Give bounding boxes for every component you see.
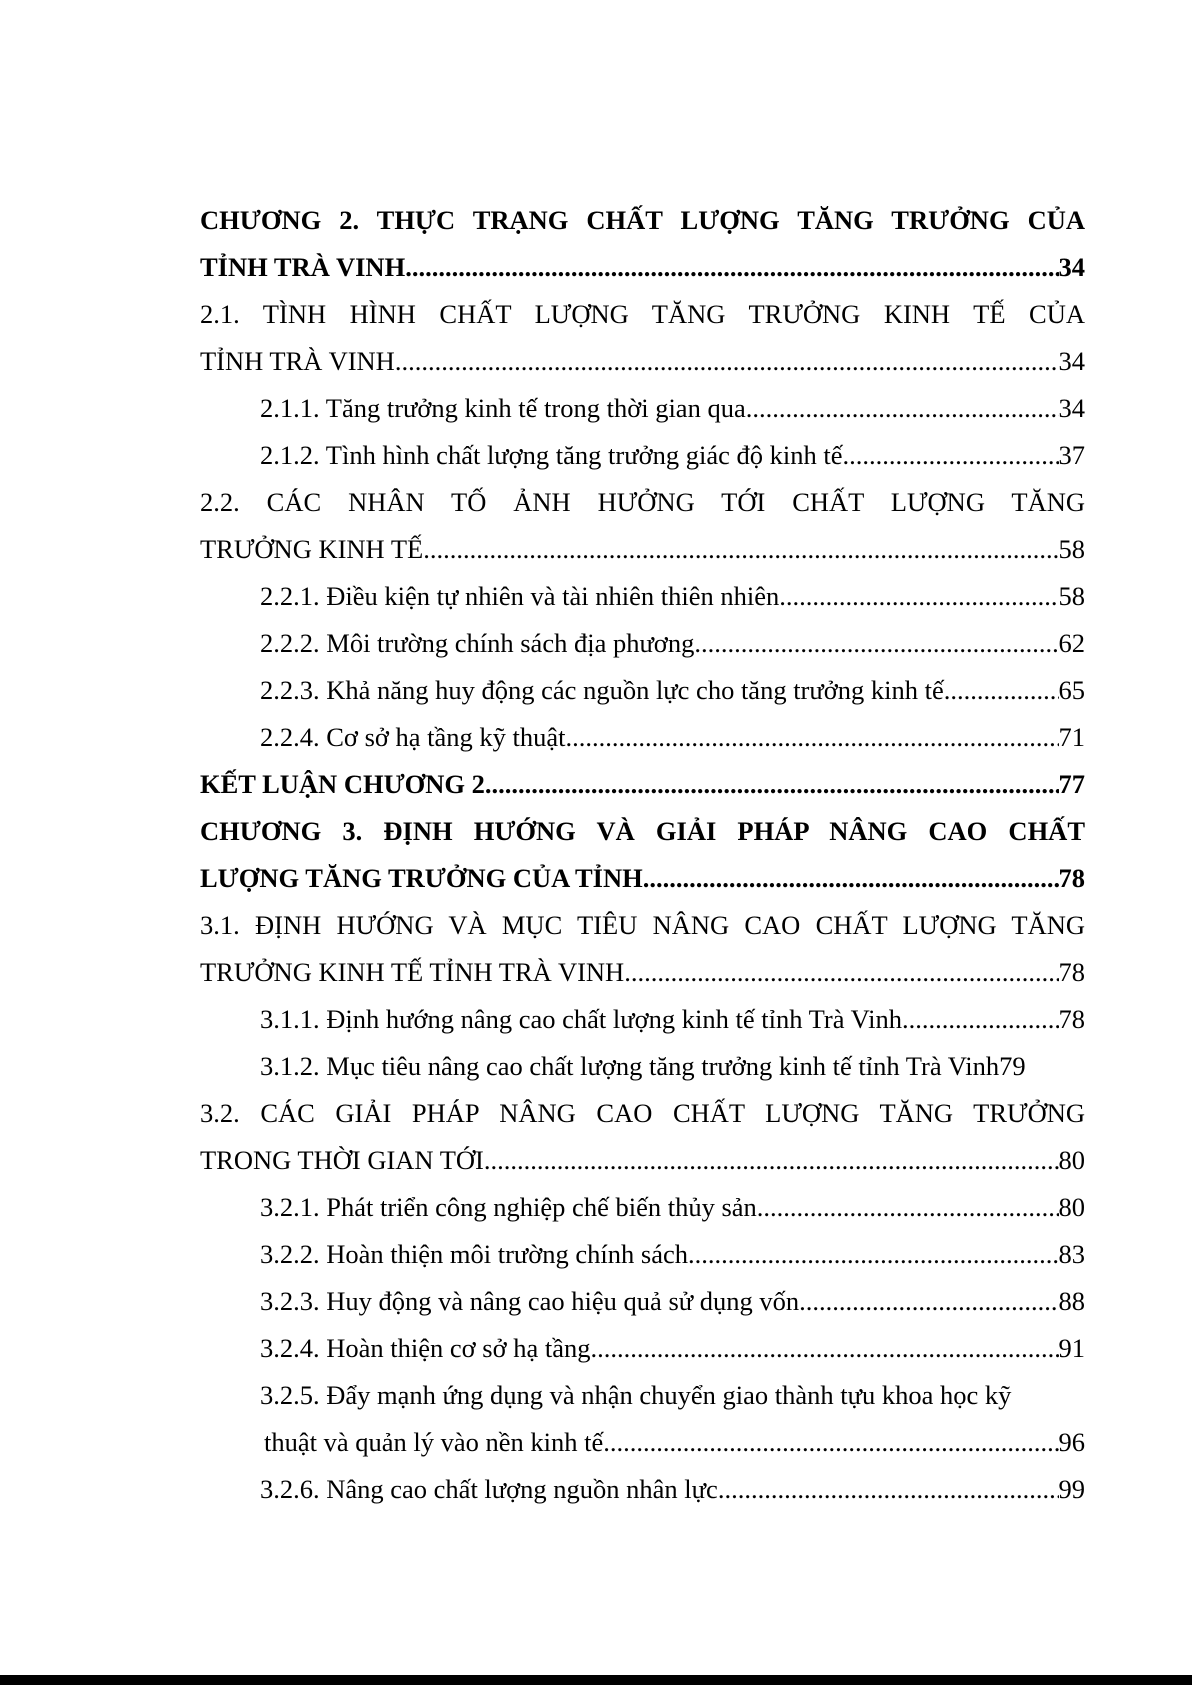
dot-leader: [688, 1231, 1058, 1278]
toc-entry-title: 3.2.6. Nâng cao chất lượng nguồn nhân lực: [260, 1474, 718, 1504]
toc-entry-title: 2.2.2. Môi trường chính sách địa phương: [260, 628, 695, 658]
toc-page-number: 83: [1058, 1239, 1085, 1269]
toc-entry-row: [260, 385, 1085, 432]
dot-leader: [395, 338, 1059, 385]
toc-entry-title: 2.2.3. Khả năng huy động các nguồn lực cho tăng trưởng kinh tế: [260, 675, 944, 705]
toc-entry[interactable]: [200, 1231, 1085, 1278]
toc-entry-title: KẾT LUẬN CHƯƠNG 2: [200, 769, 485, 799]
toc-entry-title: 3.1.2. Mục tiêu nâng cao chất lượng tăng trưởng kinh tế tỉnh Trà Vinh: [260, 1051, 1000, 1081]
toc-entry-title: 2.1.1. Tăng trưởng kinh tế trong thời gian qua: [260, 393, 746, 423]
toc-entry-row: [260, 620, 1085, 667]
dot-leader: [566, 714, 1059, 761]
toc-page-number: 80: [1058, 1145, 1085, 1175]
toc-entry-title: 3.2.1. Phát triển công nghiệp chế biến thủy sản: [260, 1192, 757, 1222]
toc-entry[interactable]: [200, 1043, 1085, 1090]
toc-entry-row: [260, 1419, 1085, 1466]
toc-entry-title-line: 3.2. CÁC GIẢI PHÁP NÂNG CAO CHẤT LƯỢNG TĂNG TRƯỞNG: [200, 1098, 1085, 1128]
toc-entry[interactable]: [200, 197, 1085, 291]
toc-page-number: 34: [1058, 393, 1085, 423]
toc-entry-title: TỈNH TRÀ VINH: [200, 252, 406, 282]
toc-entry-title: TỈNH TRÀ VINH: [200, 346, 395, 376]
toc-page-number: 62: [1058, 628, 1085, 658]
toc-entry-row: [260, 714, 1085, 761]
toc-page-number: 78: [1058, 863, 1085, 893]
toc-entry[interactable]: [200, 1372, 1085, 1466]
dot-leader: [843, 432, 1059, 479]
toc-page-number: 34: [1058, 346, 1085, 376]
toc-entry[interactable]: [200, 479, 1085, 573]
toc-entry-title: TRƯỞNG KINH TẾ TỈNH TRÀ VINH: [200, 957, 625, 987]
toc-entry-row: [260, 667, 1085, 714]
toc-entry[interactable]: [200, 761, 1085, 808]
toc-entry-title: LƯỢNG TĂNG TRƯỞNG CỦA TỈNH: [200, 863, 643, 893]
toc-entry-title-line: 3.2.5. Đẩy mạnh ứng dụng và nhận chuyển giao thành tựu khoa học kỹ: [260, 1380, 1012, 1410]
toc-entry-row: [260, 1278, 1085, 1325]
toc-entry-title-line: 2.2. CÁC NHÂN TỐ ẢNH HƯỞNG TỚI CHẤT LƯỢNG TĂNG: [200, 487, 1085, 517]
toc-entry-title: 3.2.2. Hoàn thiện môi trường chính sách: [260, 1239, 689, 1269]
dot-leader: [603, 1419, 1058, 1466]
toc-entry[interactable]: [200, 1325, 1085, 1372]
toc-page-number: 34: [1058, 252, 1085, 282]
dot-leader: [643, 855, 1059, 902]
toc-entry-title: 2.2.4. Cơ sở hạ tầng kỹ thuật: [260, 722, 566, 752]
toc-entry-title: 2.2.1. Điều kiện tự nhiên và tài nhiên thiên nhiên: [260, 581, 780, 611]
toc-entry-row: [260, 1466, 1085, 1513]
toc-entry-title-line: 3.1. ĐỊNH HƯỚNG VÀ MỤC TIÊU NÂNG CAO CHẤT LƯỢNG TĂNG: [200, 910, 1085, 940]
toc-entry-row: [200, 244, 1085, 291]
toc-page-number: 96: [1058, 1427, 1085, 1457]
toc-entry[interactable]: [200, 1278, 1085, 1325]
toc-page-number: 78: [1058, 1004, 1085, 1034]
toc-entry[interactable]: [200, 1466, 1085, 1513]
toc-entry-row: [200, 526, 1085, 573]
toc-entry-row: [260, 1184, 1085, 1231]
toc-page-number: 77: [1058, 769, 1085, 799]
toc-page-number: 99: [1058, 1474, 1085, 1504]
dot-leader: [624, 949, 1058, 996]
dot-leader: [694, 620, 1058, 667]
toc-entry-row: [200, 1137, 1085, 1184]
toc-entry-row: [260, 1231, 1085, 1278]
toc-entry[interactable]: [200, 1184, 1085, 1231]
dot-leader: [746, 385, 1059, 432]
page-bottom-border: [0, 1675, 1192, 1685]
dot-leader: [902, 996, 1058, 1043]
toc-entry[interactable]: [200, 1090, 1085, 1184]
toc-page-number: 58: [1058, 581, 1085, 611]
toc-entry[interactable]: [200, 620, 1085, 667]
toc-entry[interactable]: [200, 808, 1085, 902]
table-of-contents: [200, 197, 1085, 1513]
toc-entry-title-line: CHƯƠNG 2. THỰC TRẠNG CHẤT LƯỢNG TĂNG TRƯỞNG CỦA: [200, 205, 1085, 235]
toc-entry-title-line: 2.1. TÌNH HÌNH CHẤT LƯỢNG TĂNG TRƯỞNG KINH TẾ CỦA: [200, 299, 1085, 329]
toc-page-number: 79: [999, 1051, 1026, 1081]
toc-entry[interactable]: [200, 291, 1085, 385]
dot-leader: [405, 244, 1058, 291]
dot-leader: [718, 1466, 1059, 1513]
toc-entry[interactable]: [200, 573, 1085, 620]
toc-entry[interactable]: [200, 996, 1085, 1043]
toc-entry-row: [260, 1043, 1085, 1090]
toc-entry[interactable]: [200, 385, 1085, 432]
toc-page-number: 37: [1058, 440, 1085, 470]
toc-page-number: 91: [1058, 1333, 1085, 1363]
toc-entry-title: 3.1.1. Định hướng nâng cao chất lượng kinh tế tỉnh Trà Vinh: [260, 1004, 903, 1034]
toc-page-number: 58: [1058, 534, 1085, 564]
toc-entry-title: TRƯỞNG KINH TẾ: [200, 534, 424, 564]
dot-leader: [757, 1184, 1059, 1231]
toc-page-number: 88: [1058, 1286, 1085, 1316]
dot-leader: [485, 761, 1059, 808]
toc-entry-row: [260, 573, 1085, 620]
toc-entry[interactable]: [200, 902, 1085, 996]
toc-entry-row: [200, 761, 1085, 808]
toc-entry-title: 3.2.4. Hoàn thiện cơ sở hạ tầng: [260, 1333, 591, 1363]
toc-page-number: 80: [1058, 1192, 1085, 1222]
dot-leader: [799, 1278, 1058, 1325]
toc-entry-row: [200, 855, 1085, 902]
toc-entry-title: 3.2.3. Huy động và nâng cao hiệu quả sử dụng vốn: [260, 1286, 800, 1316]
toc-entry-row: [260, 996, 1085, 1043]
toc-page-number: 78: [1058, 957, 1085, 987]
dot-leader: [944, 667, 1059, 714]
dot-leader: [779, 573, 1058, 620]
toc-entry[interactable]: [200, 432, 1085, 479]
dot-leader: [423, 526, 1058, 573]
toc-entry-row: [200, 338, 1085, 385]
toc-entry-row: [200, 949, 1085, 996]
dot-leader: [484, 1137, 1059, 1184]
toc-entry-row: [260, 432, 1085, 479]
toc-entry-title: 2.1.2. Tình hình chất lượng tăng trưởng giác độ kinh tế: [260, 440, 843, 470]
toc-entry-title: thuật và quản lý vào nền kinh tế: [264, 1427, 604, 1457]
toc-entry[interactable]: [200, 667, 1085, 714]
toc-entry-title: TRONG THỜI GIAN TỚI: [200, 1145, 484, 1175]
dot-leader: [591, 1325, 1059, 1372]
toc-page-number: 65: [1058, 675, 1085, 705]
toc-page-number: 71: [1058, 722, 1085, 752]
toc-entry-row: [260, 1325, 1085, 1372]
toc-entry-title-line: CHƯƠNG 3. ĐỊNH HƯỚNG VÀ GIẢI PHÁP NÂNG CAO CHẤT: [200, 816, 1085, 846]
toc-entry[interactable]: [200, 714, 1085, 761]
